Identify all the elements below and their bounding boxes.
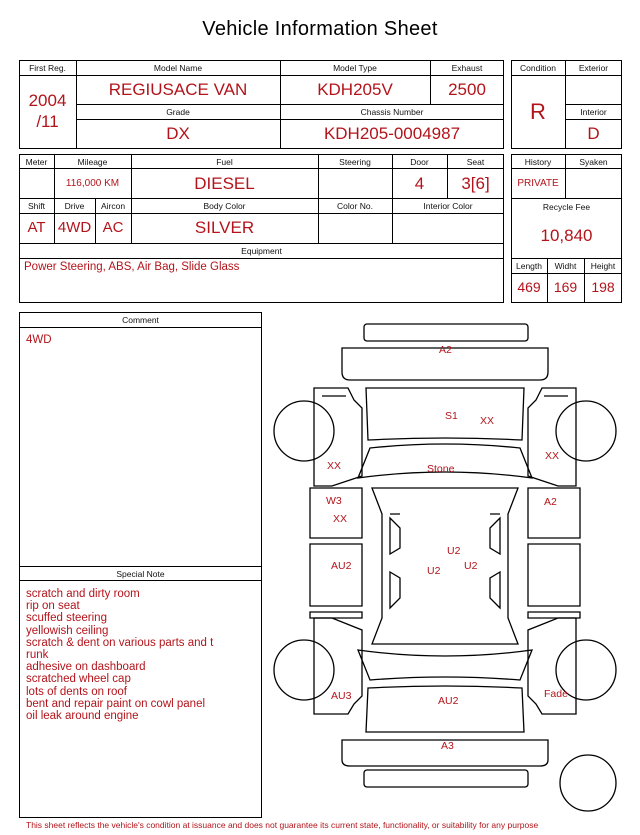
condition-label: Condition	[520, 63, 556, 73]
model-type-value: KDH205V	[317, 80, 393, 99]
damage-mark: Fade	[544, 688, 568, 700]
mileage-value: 116,000 KM	[65, 178, 120, 189]
disclaimer-footer: This sheet reflects the vehicle's condition at issuance and does not guarantee its current state, functionality, or suitability for any purpose	[26, 820, 539, 830]
drive-label: Drive	[64, 201, 85, 211]
damage-mark: XX	[545, 450, 560, 462]
list-item: yellowish ceiling	[26, 624, 109, 637]
damage-mark: W3	[326, 495, 342, 507]
color-no-label: Color No.	[337, 201, 373, 211]
comment-text: 4WD	[26, 334, 52, 346]
list-item: scratched wheel cap	[26, 673, 131, 686]
mileage-label: Mileage	[77, 157, 108, 167]
chassis-value: KDH205-0004987	[323, 124, 461, 143]
fuel-value: DIESEL	[194, 174, 255, 193]
history-value: PRIVATE	[517, 178, 559, 189]
shift-label: Shift	[27, 201, 45, 211]
steering-label: Steering	[339, 157, 371, 167]
list-item: scratch and dirty room	[26, 588, 140, 600]
model-name-value: REGIUSACE VAN	[108, 80, 248, 99]
exterior-label: Exterior	[578, 63, 609, 73]
page-title: Vehicle Information Sheet	[202, 18, 438, 40]
list-item: bent and repair paint on cowl panel	[26, 697, 206, 710]
grade-value: DX	[166, 124, 190, 143]
door-label: Door	[410, 157, 429, 167]
interior-label: Interior	[580, 107, 607, 117]
length-value: 469	[517, 279, 541, 295]
special-note-label: Special Note	[116, 569, 165, 579]
damage-mark: A2	[544, 496, 557, 508]
length-label: Length	[516, 261, 542, 271]
width-value: 169	[553, 279, 578, 295]
damage-mark: S1	[445, 410, 458, 422]
damage-mark: Stone	[427, 463, 455, 475]
exhaust-value: 2500	[448, 80, 486, 99]
seat-label: Seat	[466, 157, 485, 167]
body-color-label: Body Color	[203, 201, 246, 211]
first-reg-year: 2004	[28, 91, 67, 110]
meter-label: Meter	[25, 157, 48, 167]
model-type-label: Model Type	[333, 63, 377, 73]
comment-label: Comment	[122, 315, 159, 325]
interior-color-label: Interior Color	[423, 201, 473, 211]
recycle-fee-label: Recycle Fee	[542, 202, 591, 212]
height-value: 198	[591, 279, 615, 295]
list-item: lots of dents on roof	[26, 685, 128, 698]
height-label: Height	[590, 261, 616, 271]
damage-mark: AU2	[331, 560, 352, 572]
damage-mark: AU3	[331, 690, 352, 702]
shift-value: AT	[27, 219, 46, 236]
history-label: History	[524, 157, 552, 167]
exhaust-label: Exhaust	[451, 63, 483, 73]
list-item: scuffed steering	[26, 612, 107, 625]
chassis-label: Chassis Number	[360, 107, 424, 117]
damage-mark: A2	[439, 344, 452, 356]
width-label: Widht	[554, 261, 577, 271]
comment-box	[19, 312, 262, 818]
damage-mark: XX	[327, 460, 342, 472]
first-reg-label: First Reg.	[29, 63, 66, 73]
list-item: oil leak around engine	[26, 710, 139, 723]
damage-mark: A3	[441, 740, 454, 752]
grade-label: Grade	[166, 107, 190, 117]
special-note-list	[26, 588, 213, 722]
list-item: adhesive on dashboard	[26, 661, 146, 674]
aircon-label: Aircon	[100, 201, 126, 211]
aircon-value: AC	[102, 219, 124, 236]
damage-mark: AU2	[438, 695, 459, 707]
list-item: rip on seat	[26, 600, 80, 613]
equipment-value: Power Steering, ABS, Air Bag, Slide Glass	[24, 261, 240, 273]
recycle-fee-value: 10,840	[540, 226, 593, 245]
first-reg-month: /11	[36, 112, 59, 131]
seat-value: 3[6]	[461, 174, 490, 193]
list-item: scratch & dent on various parts and t	[26, 636, 214, 649]
body-color-value: SILVER	[194, 218, 255, 237]
condition-value: R	[530, 99, 546, 124]
fuel-label: Fuel	[216, 157, 233, 167]
list-item: runk	[26, 649, 49, 662]
door-value: 4	[414, 174, 425, 193]
damage-mark: U2	[447, 545, 461, 557]
model-name-label: Model Name	[153, 63, 203, 73]
damage-mark: XX	[480, 415, 495, 427]
damage-mark: U2	[464, 560, 478, 572]
syaken-label: Syaken	[579, 157, 608, 167]
drive-value: 4WD	[57, 219, 92, 236]
interior-value: D	[587, 124, 600, 143]
equipment-label: Equipment	[241, 246, 282, 256]
damage-mark: U2	[427, 565, 441, 577]
damage-mark: XX	[333, 513, 348, 525]
